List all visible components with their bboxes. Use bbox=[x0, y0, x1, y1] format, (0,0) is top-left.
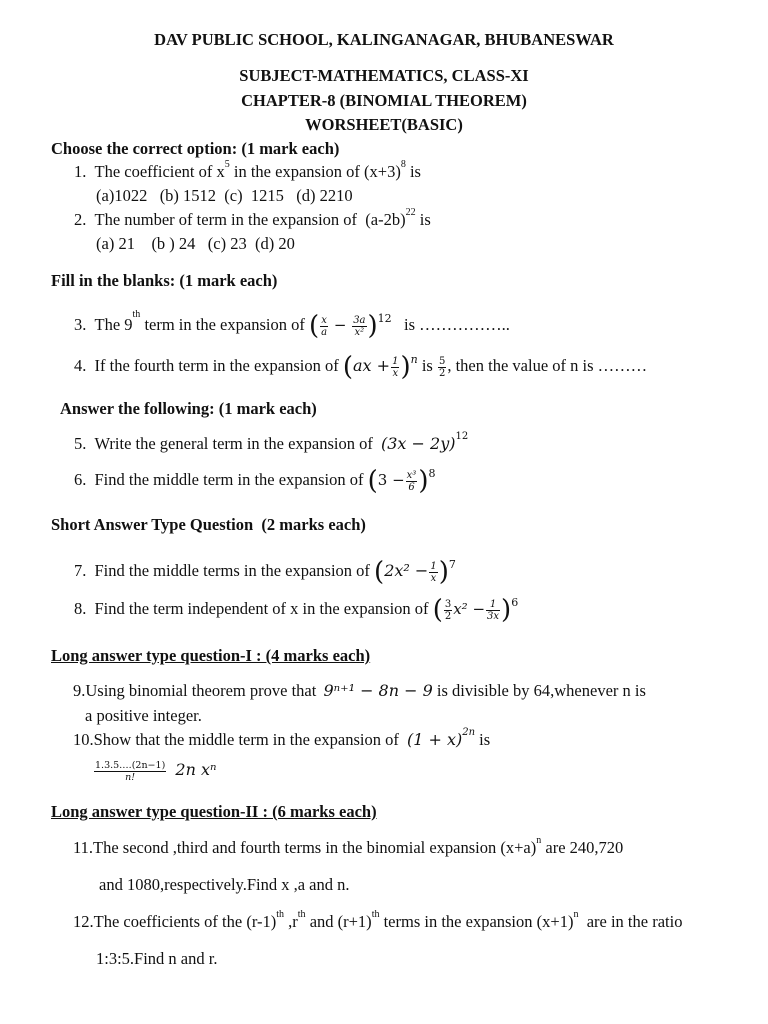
q1-text-b: in the expansion of (x+3) bbox=[229, 162, 401, 181]
q10-is: is bbox=[475, 730, 491, 749]
q2-text-b: is bbox=[415, 210, 431, 229]
q1-sup2: 8 bbox=[400, 159, 406, 170]
question-2 bbox=[74, 207, 431, 230]
worksheet-title: WORSHEET(BASIC) bbox=[305, 115, 463, 134]
question-11-line-1 bbox=[73, 835, 624, 858]
q4-text-a: If the fourth term in the expansion of bbox=[94, 356, 339, 375]
q1-sup1: 5 bbox=[224, 159, 230, 170]
q10-expression: $(1 + x)^{2n}$ bbox=[406, 727, 476, 749]
question-10-line-1 bbox=[73, 727, 491, 750]
question-1 bbox=[74, 159, 421, 182]
q12-sup3: th bbox=[371, 909, 380, 920]
q3-sup: th bbox=[132, 309, 141, 320]
q4-tail: , then the value of n is ……… bbox=[447, 356, 648, 375]
question-5 bbox=[74, 431, 469, 454]
question-11-line-2: and 1080,respectively.Find x ,a and n. bbox=[99, 875, 350, 894]
q1-text-c: is bbox=[405, 162, 421, 181]
q5-number: 5. bbox=[74, 434, 87, 453]
q12-text-e: are in the ratio bbox=[578, 912, 683, 931]
q2-number: 2. bbox=[74, 210, 87, 229]
question-7 bbox=[74, 554, 456, 588]
q8-number: 8. bbox=[74, 599, 87, 618]
q9-expression: 9ⁿ⁺¹ − 8n − 9 bbox=[323, 681, 433, 700]
question-6 bbox=[74, 463, 435, 497]
q1-number: 1. bbox=[74, 162, 87, 181]
q7-text: Find the middle terms in the expansion of bbox=[94, 561, 370, 580]
q10-text: 10.Show that the middle term in the expansion of bbox=[73, 730, 399, 749]
q2-text-a: The number of term in the expansion of (a-2b) bbox=[94, 210, 406, 229]
q4-number: 4. bbox=[74, 356, 87, 375]
question-12-line-2: 1:3:5.Find n and r. bbox=[96, 949, 218, 968]
q4-expression: (ax + $\frac{1}{x}$ )$^n$ bbox=[342, 352, 418, 382]
q3-expression: ( $\frac{x}{a}$ − $\frac{3a}{\text{x²}}$ )$^{12}$ bbox=[308, 311, 392, 341]
q12-text-b: ,r bbox=[284, 912, 298, 931]
question-9-line-1 bbox=[73, 681, 646, 701]
question-10-line-2 bbox=[93, 752, 216, 788]
q9-text-a: 9.Using binomial theorem prove that bbox=[73, 681, 317, 700]
q1-options: (a)1022 (b) 1512 (c) 1215 (d) 2210 bbox=[96, 186, 353, 205]
q4-is: is bbox=[417, 356, 433, 375]
section-fill-heading: Fill in the blanks: (1 mark each) bbox=[51, 271, 278, 290]
section-long2-heading: Long answer type question-II : (6 marks each) bbox=[51, 802, 377, 821]
question-8 bbox=[74, 592, 518, 626]
q12-sup1: th bbox=[276, 909, 285, 920]
chapter-line: CHAPTER-8 (BINOMIAL THEOREM) bbox=[241, 91, 527, 110]
q2-options: (a) 21 (b ) 24 (c) 23 (d) 20 bbox=[96, 234, 295, 253]
school-name: DAV PUBLIC SCHOOL, KALINGANAGAR, BHUBANESWAR bbox=[154, 30, 614, 49]
section-long1-heading: Long answer type question-I : (4 marks each) bbox=[51, 646, 371, 665]
section-mcq-heading: Choose the correct option: (1 mark each) bbox=[51, 139, 340, 158]
q10-fraction: $\frac{1.3.5\dots.(2n-1)}{n!}$ bbox=[95, 759, 166, 783]
q3-text-b: term in the expansion of bbox=[140, 315, 305, 334]
q12-text-a: 12.The coefficients of the (r-1) bbox=[73, 912, 277, 931]
q4-value-fraction: $\frac{5}{2}$ bbox=[438, 355, 446, 379]
question-9-line-2: a positive integer. bbox=[85, 706, 202, 725]
q11-sup: n bbox=[536, 835, 542, 846]
q12-sup4: n bbox=[573, 909, 579, 920]
section-short-heading: Short Answer Type Question (2 marks each) bbox=[51, 515, 366, 534]
q3-number: 3. bbox=[74, 315, 87, 334]
question-4 bbox=[74, 349, 647, 383]
q1-text-a: The coefficient of x bbox=[94, 162, 225, 181]
q3-text-a: The 9 bbox=[94, 315, 133, 334]
q12-text-d: terms in the expansion (x+1) bbox=[379, 912, 574, 931]
section-answer-heading: Answer the following: (1 mark each) bbox=[60, 399, 317, 418]
q3-blank: is …………….. bbox=[395, 315, 510, 334]
q8-text: Find the term independent of x in the expansion of bbox=[94, 599, 429, 618]
q5-expression: $(3x - 2y)^{12}$ bbox=[380, 431, 469, 453]
q6-text: Find the middle term in the expansion of bbox=[94, 470, 364, 489]
q6-expression: (3 − $\frac{\text{x³}}{6}$ )$^8$ bbox=[367, 466, 436, 496]
q11-text-a: 11.The second ,third and fourth terms in the binomial expansion (x+a) bbox=[73, 838, 537, 857]
q8-expression: ( $\frac{3}{2}$ x² − $\frac{1}{3x}$ )$^6$ bbox=[432, 595, 519, 625]
q5-text: Write the general term in the expansion of bbox=[94, 434, 373, 453]
question-12-line-1 bbox=[73, 909, 683, 932]
q9-text-b: is divisible by 64,whenever n is bbox=[432, 681, 646, 700]
q12-text-c: and (r+1) bbox=[305, 912, 372, 931]
q7-expression: (2x² − $\frac{1}{x}$ )$^7$ bbox=[374, 557, 456, 587]
q12-sup2: th bbox=[297, 909, 306, 920]
q7-number: 7. bbox=[74, 561, 87, 580]
q6-number: 6. bbox=[74, 470, 87, 489]
subject-line: SUBJECT-MATHEMATICS, CLASS-XI bbox=[239, 66, 529, 85]
q2-sup: 22 bbox=[405, 207, 416, 218]
q11-text-b: are 240,720 bbox=[541, 838, 624, 857]
q10-result: 2n xⁿ bbox=[175, 760, 217, 779]
question-3 bbox=[74, 308, 510, 342]
